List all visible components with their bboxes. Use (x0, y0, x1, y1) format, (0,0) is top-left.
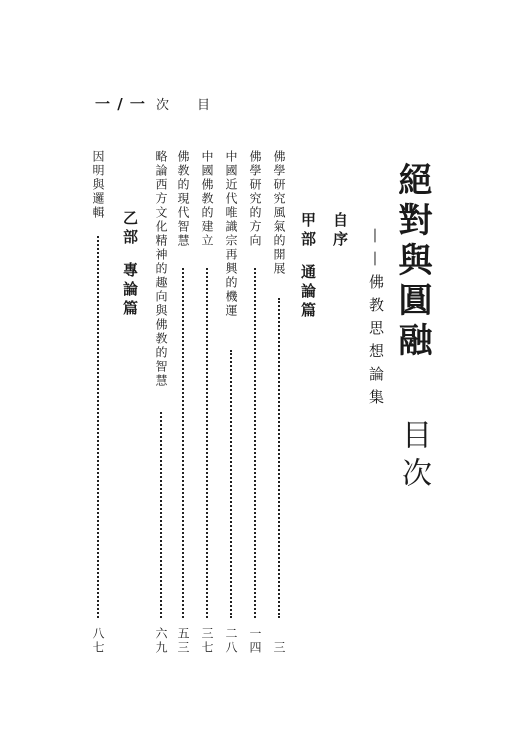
toc-entry-page: 一四 (248, 627, 262, 655)
page-number: 一 / 一 (95, 94, 146, 113)
contents-heading: 目次 (396, 419, 431, 495)
leader-dots (182, 268, 184, 618)
leader-dots (230, 350, 232, 618)
leader-dots (278, 298, 280, 618)
toc-entry (271, 150, 287, 655)
toc-entry-title: 佛學研究風氣的開展 (272, 150, 286, 276)
header-label-2: 目 (196, 97, 210, 113)
toc-entry (223, 150, 239, 655)
leader-dots (206, 268, 208, 618)
toc-entry-title: 佛學研究的方向 (248, 150, 262, 248)
toc-entry-page: 二八 (224, 627, 238, 655)
toc-entry (175, 150, 191, 655)
toc-entry-page: 五三 (176, 627, 190, 655)
toc-entry-title: 中國佛教的建立 (200, 150, 214, 248)
toc-entry-title: 中國近代唯識宗再興的機運 (224, 150, 238, 318)
toc-entry (90, 150, 106, 655)
toc-entry-title: 佛教的現代智慧 (176, 150, 190, 248)
running-header (95, 93, 210, 113)
book-title: 絕對與圓融 (392, 162, 432, 362)
toc-entry-title: 略論西方文化精神的趣向與佛教的智慧 (154, 150, 168, 388)
leader-dots (97, 236, 99, 618)
toc-entry (153, 150, 169, 655)
preface-heading: 自序 (331, 212, 349, 250)
header-label: 次 (155, 97, 169, 113)
leader-dots (254, 268, 256, 618)
part-a-heading: 甲部 (299, 212, 317, 250)
part-b-heading: 乙部 (121, 210, 139, 248)
part-b-title: 專論篇 (121, 262, 139, 319)
toc-entry (199, 150, 215, 655)
part-a-title: 通論篇 (299, 264, 317, 321)
toc-entry-title: 因明與邏輯 (91, 150, 105, 220)
leader-dots (160, 412, 162, 618)
book-subtitle: ——佛教思想論集 (367, 228, 385, 412)
toc-entry-page: 三七 (200, 627, 214, 655)
toc-entry-page: 三 (272, 641, 286, 655)
toc-entry (247, 150, 263, 655)
toc-entry-page: 八七 (91, 627, 105, 655)
toc-entry-page: 六九 (154, 627, 168, 655)
